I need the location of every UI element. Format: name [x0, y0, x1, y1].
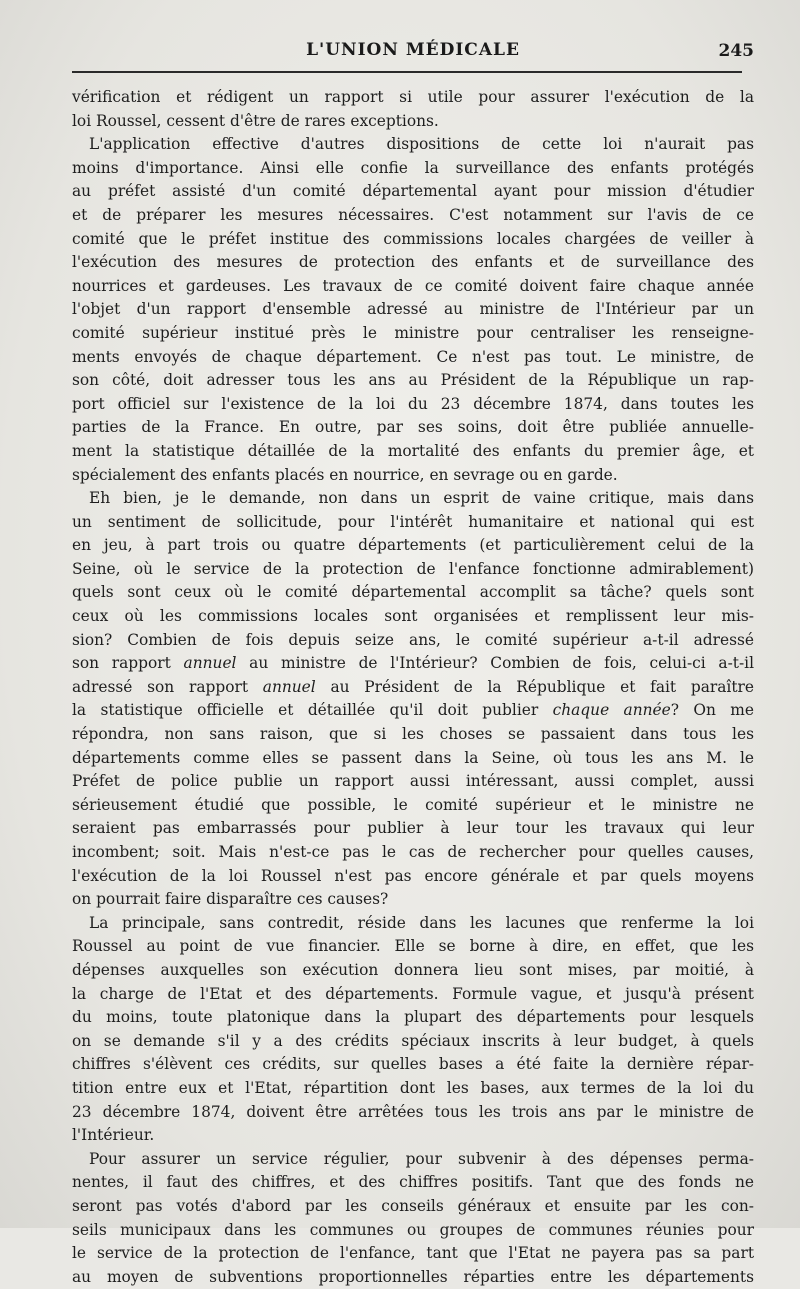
text-line: dépenses auxquelles son exécution donnera lieu sont mises, par moitié, à: [72, 960, 754, 979]
running-title: L'UNION MÉDICALE: [306, 40, 520, 60]
text-line: tition entre eux et l'Etat, répartition dont les bases, aux termes de la loi du: [72, 1078, 754, 1097]
text-line: l'objet d'un rapport d'ensemble adressé au ministre de l'Intérieur par un: [72, 300, 754, 319]
text-line: l'Intérieur.: [72, 1126, 155, 1145]
text-line: Préfet de police publie un rapport aussi intéressant, aussi complet, aussi: [72, 772, 754, 791]
text-line: parties de la France. En outre, par ses soins, doit être publiée annuelle-: [72, 418, 754, 437]
text-line: seront pas votés d'abord par les conseils généraux et ensuite par les con-: [72, 1196, 754, 1215]
text-line: 23 décembre 1874, doivent être arrêtées tous les trois ans par le ministre de: [72, 1102, 754, 1121]
text-line: son côté, doit adresser tous les ans au Président de la République un rap-: [72, 371, 754, 390]
text-line: loi Roussel, cessent d'être de rares exceptions.: [72, 111, 439, 130]
text-line: Roussel au point de vue financier. Elle se borne à dire, en effet, que les: [72, 937, 754, 956]
text-line: incombent; soit. Mais n'est-ce pas le cas de rechercher pour quelles causes,: [72, 843, 754, 861]
text-line: [72, 652, 754, 676]
page-number: 245: [718, 41, 754, 61]
text-run: ? On me: [670, 701, 754, 720]
italic-run: annuel: [183, 654, 237, 673]
text-run: au ministre de l'Intérieur? Combien de fois, celui-ci a-t-il: [236, 654, 754, 673]
text-line: et de préparer les mesures nécessaires. C'est notamment sur l'avis de ce: [72, 205, 754, 224]
text-line: du moins, toute platonique dans la plupart des départements pour lesquels: [72, 1008, 754, 1027]
header-rule: [72, 71, 742, 73]
text-line: au préfet assisté d'un comité départemental ayant pour mission d'étudier: [72, 182, 754, 201]
text-line: sérieusement étudié que possible, le comité supérieur et le ministre ne: [72, 795, 754, 814]
text-line: l'exécution des mesures de protection des enfants et de surveillance des: [72, 253, 754, 272]
text-line: chiffres s'élèvent ces crédits, sur quelles bases a été faite la dernière répar-: [72, 1055, 754, 1074]
text-run: au Président de la République et fait paraître: [315, 677, 754, 696]
text-line: comité que le préfet institue des commissions locales chargées de veiller à: [72, 229, 754, 248]
page-header: [72, 40, 754, 64]
text-line: un sentiment de sollicitude, pour l'intérêt humanitaire et national qui est: [72, 512, 754, 531]
body-text: [72, 86, 754, 1289]
text-line: seraient pas embarrassés pour publier à leur tour les travaux qui leur: [72, 819, 754, 838]
text-line: La principale, sans contredit, réside dans les lacunes que renferme la loi: [89, 913, 754, 932]
text-line: nentes, il faut des chiffres, et des chiffres positifs. Tant que des fonds ne: [72, 1173, 754, 1192]
text-line: moins d'importance. Ainsi elle confie la surveillance des enfants protégés: [72, 158, 754, 177]
text-line: on se demande s'il y a des crédits spéciaux inscrits à leur budget, à quels: [72, 1031, 754, 1050]
text-line: ceux où les commissions locales sont organisées et remplissent leur mis-: [72, 607, 754, 626]
text-line: l'exécution de la loi Roussel n'est pas encore générale et par quels moyens: [72, 866, 754, 885]
text-line: spécialement des enfants placés en nourrice, en sevrage ou en garde.: [72, 465, 618, 484]
text-run: adressé son rapport: [72, 677, 263, 696]
text-line: quels sont ceux où le comité départemental accomplit sa tâche? quels sont: [72, 583, 754, 602]
text-line: le service de la protection de l'enfance, tant que l'Etat ne payera pas sa part: [72, 1244, 754, 1263]
text-line: départements comme elles se passent dans la Seine, où tous les ans M. le: [72, 748, 754, 767]
text-line: ments envoyés de chaque département. Ce n'est pas tout. Le ministre, de: [72, 347, 754, 366]
text-line: Eh bien, je le demande, non dans un esprit de vaine critique, mais dans: [89, 489, 754, 508]
text-line: [72, 699, 754, 723]
text-run: son rapport: [72, 654, 184, 673]
text-line: comité supérieur institué près le ministre pour centraliser les renseigne-: [72, 323, 754, 342]
text-line: Pour assurer un service régulier, pour subvenir à des dépenses perma-: [89, 1149, 754, 1168]
text-line: seils municipaux dans les communes ou groupes de communes réunies pour: [72, 1220, 754, 1239]
italic-run: chaque année: [552, 701, 671, 720]
text-line: on pourrait faire disparaître ces causes?: [72, 890, 389, 909]
text-line: au moyen de subventions proportionnelles réparties entre les départements: [72, 1267, 754, 1286]
text-line: [72, 676, 754, 700]
text-line: répondra, non sans raison, que si les choses se passaient dans tous les: [72, 725, 754, 744]
text-line: ment la statistique détaillée de la mortalité des enfants du premier âge, et: [72, 441, 754, 460]
text-line: la charge de l'Etat et des départements. Formule vague, et jusqu'à présent: [72, 984, 754, 1003]
text-line: port officiel sur l'existence de la loi du 23 décembre 1874, dans toutes les: [72, 394, 754, 413]
text-line: en jeu, à part trois ou quatre départements (et particulièrement celui de la: [72, 536, 754, 555]
text-line: nourrices et gardeuses. Les travaux de ce comité doivent faire chaque année: [72, 276, 754, 295]
text-line: vérification et rédigent un rapport si utile pour assurer l'exécution de la: [72, 88, 754, 106]
text-line: Seine, où le service de la protection de l'enfance fonctionne admirablement): [72, 559, 754, 578]
text-line: sion? Combien de fois depuis seize ans, le comité supérieur a-t-il adressé: [72, 630, 754, 649]
italic-run: annuel: [262, 677, 316, 696]
text-run: la statistique officielle et détaillée qu'il doit publier: [72, 701, 553, 720]
text-line: L'application effective d'autres dispositions de cette loi n'aurait pas: [89, 135, 754, 154]
